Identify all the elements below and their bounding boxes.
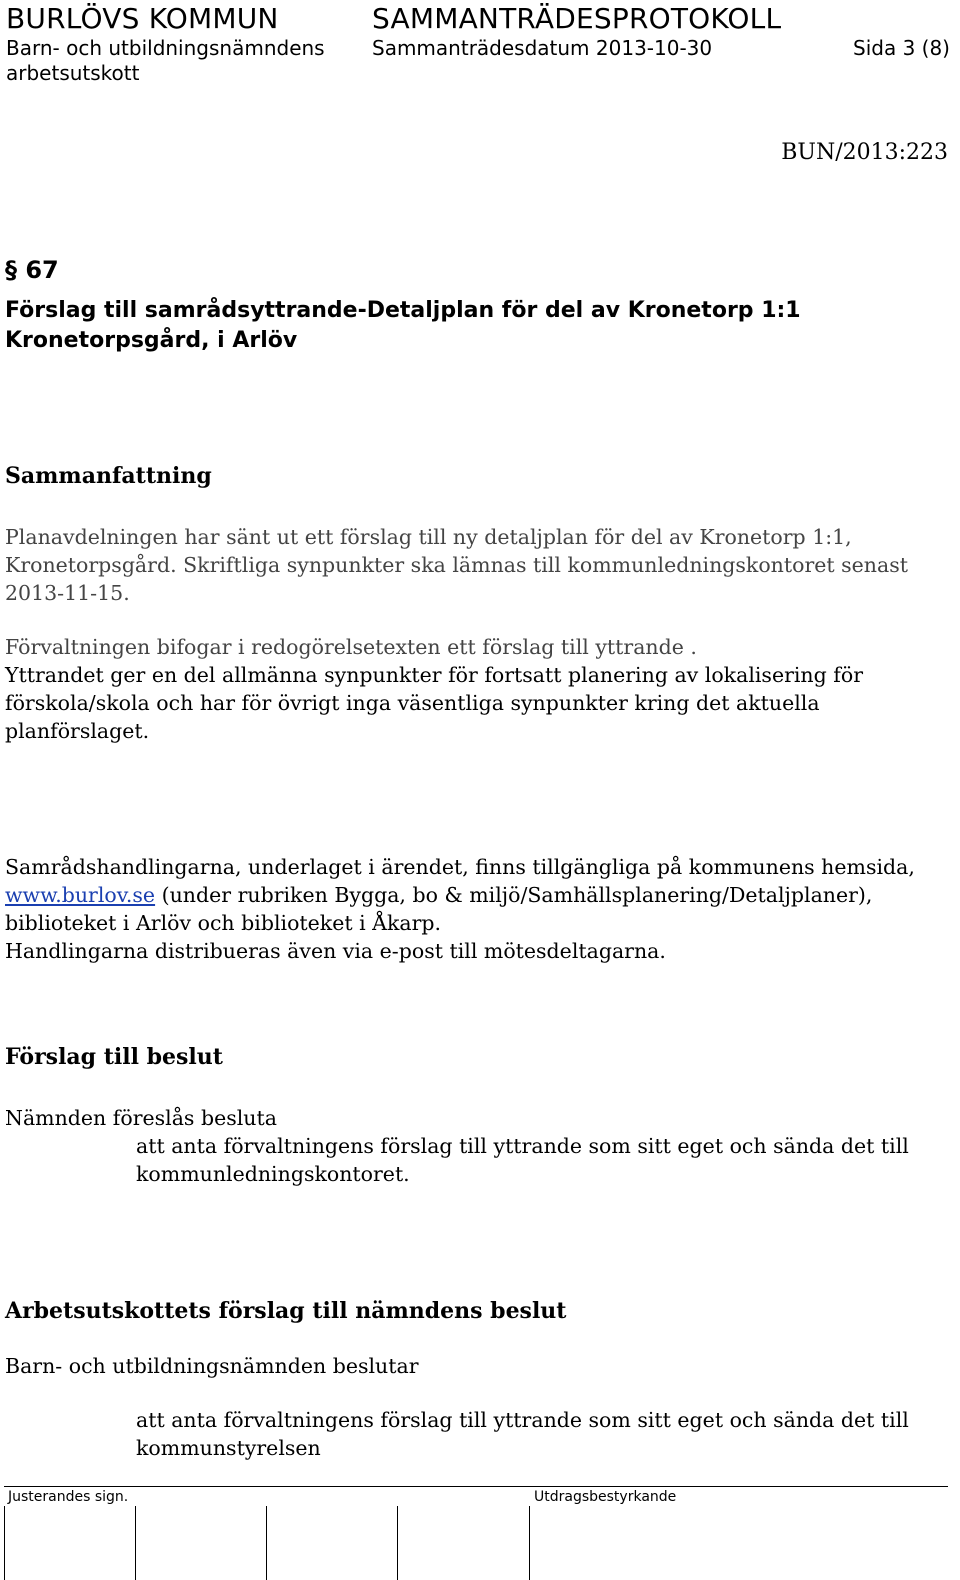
board-name-line2: arbetsutskott	[6, 61, 140, 85]
paragraph-number: § 67	[5, 256, 59, 284]
summary-paragraph-1: Planavdelningen har sänt ut ett förslag till ny detaljplan för del av Kronetorp 1:1, Kronetorpsgård. Skriftliga synpunkter ska lämnas till kommunledningskontoret senast 2013-11-15.	[5, 525, 908, 605]
documents-paragraph	[5, 853, 940, 937]
signature-box-divider	[529, 1506, 530, 1580]
signature-box-divider	[135, 1506, 136, 1580]
documents-intro: Samrådshandlingarna, underlaget i ärendet, finns tillgängliga på kommunens hemsida,	[5, 855, 915, 879]
signature-box-divider	[4, 1506, 5, 1580]
board-name-line1: Barn- och utbildningsnämndens	[6, 36, 325, 60]
website-link[interactable]: www.burlov.se	[5, 883, 156, 907]
document-type: SAMMANTRÄDESPROTOKOLL	[372, 2, 782, 35]
paragraph-title: Förslag till samrådsyttrande-Detaljplan för del av Kronetorp 1:1 Kronetorpsgård, i Arlöv	[5, 298, 801, 353]
proposal-decision: att anta förvaltningens förslag till yttrande som sitt eget och sända det till kommunledningskontoret.	[136, 1134, 909, 1186]
distribution-note: Handlingarna distribueras även via e-post till mötesdeltagarna.	[5, 939, 666, 963]
case-number: BUN/2013:223	[781, 140, 948, 165]
page-number: Sida 3 (8)	[853, 36, 950, 60]
signature-box-divider	[397, 1506, 398, 1580]
proposal-heading: Förslag till beslut	[5, 1044, 223, 1070]
certified-label: Utdragsbestyrkande	[534, 1489, 677, 1505]
footer-divider	[4, 1486, 948, 1487]
summary-heading: Sammanfattning	[5, 463, 212, 489]
summary-paragraph-3: Yttrandet ger en del allmänna synpunkter för fortsatt planering av lokalisering för förskola/skola och har för övrigt inga väsentliga synpunkter kring det aktuella planförslaget.	[5, 663, 864, 743]
signature-box-divider	[266, 1506, 267, 1580]
proposal-intro: Nämnden föreslås besluta	[5, 1106, 277, 1130]
committee-proposal-heading: Arbetsutskottets förslag till nämndens beslut	[5, 1298, 567, 1324]
committee-proposal-intro: Barn- och utbildningsnämnden beslutar	[5, 1354, 419, 1378]
documents-after-link: (under rubriken Bygga, bo & miljö/Samhällsplanering/Detaljplaner), biblioteket i Arlöv och biblioteket i Åkarp.	[5, 883, 873, 935]
signatures-label: Justerandes sign.	[8, 1489, 129, 1505]
committee-proposal-decision: att anta förvaltningens förslag till yttrande som sitt eget och sända det till kommunstyrelsen	[136, 1408, 909, 1460]
summary-paragraph-2: Förvaltningen bifogar i redogörelsetexten ett förslag till yttrande .	[5, 635, 697, 659]
municipality-name: BURLÖVS KOMMUN	[6, 2, 279, 35]
meeting-date: Sammanträdesdatum 2013-10-30	[372, 36, 713, 60]
